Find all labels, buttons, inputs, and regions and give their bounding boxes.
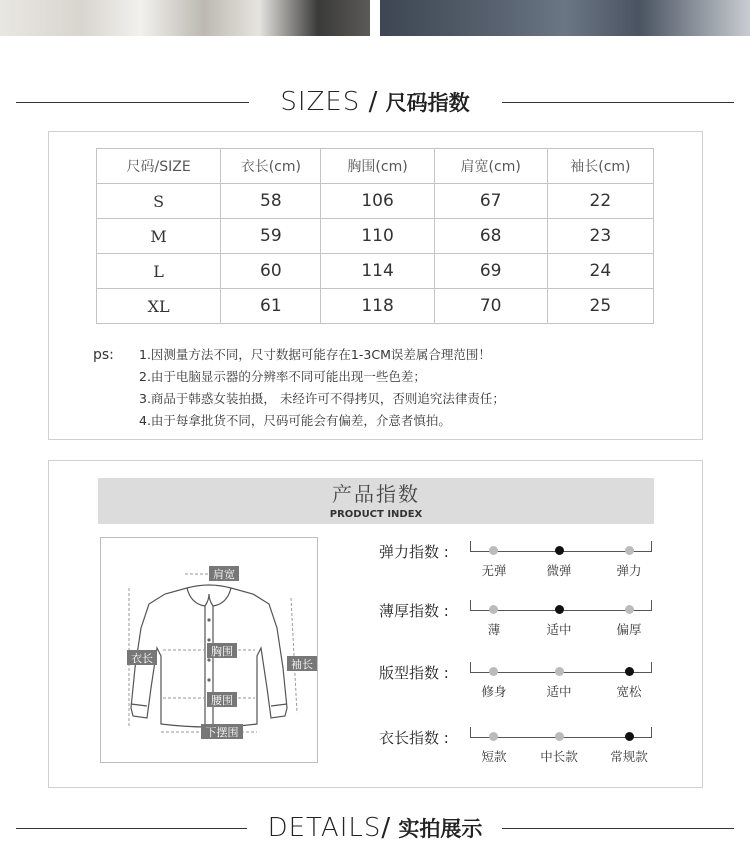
cell-chest: 106 bbox=[321, 184, 434, 219]
index-label: 弹力指数 : bbox=[379, 543, 449, 561]
index-dot bbox=[489, 732, 498, 741]
sizes-section-header bbox=[0, 82, 750, 122]
cell-sleeve: 23 bbox=[547, 219, 653, 254]
index-option: 适中 bbox=[546, 684, 572, 699]
diagram-label-chest: 胸围 bbox=[211, 645, 233, 658]
index-dot-selected bbox=[555, 605, 564, 614]
note-line: 3.商品于韩惑女装拍摄， 未经许可不得拷贝，否则追究法律责任； bbox=[139, 391, 505, 406]
cell-length: 60 bbox=[221, 254, 321, 289]
cell-sleeve: 25 bbox=[547, 289, 653, 324]
index-label: 衣长指数 : bbox=[379, 729, 449, 747]
product-index-title-zh: 产品指数 bbox=[332, 482, 420, 506]
index-dot bbox=[489, 667, 498, 676]
index-dot bbox=[625, 605, 634, 614]
index-dot bbox=[625, 546, 634, 555]
size-table bbox=[96, 148, 654, 324]
index-option: 常规款 bbox=[610, 749, 648, 764]
diagram-label-hem: 下摆围 bbox=[205, 726, 239, 739]
index-label: 薄厚指数 : bbox=[379, 602, 449, 620]
diagram-label-sleeve: 袖长 bbox=[291, 658, 313, 671]
track-cap-right bbox=[651, 541, 652, 552]
index-row-thickness bbox=[379, 604, 679, 644]
top-photo-strip bbox=[0, 0, 750, 36]
cell-shoulder: 67 bbox=[434, 184, 547, 219]
cell-size: S bbox=[97, 184, 221, 219]
note-line: 1.因测量方法不同，尺寸数据可能存在1-3CM误差属合理范围！ bbox=[139, 347, 491, 362]
index-dot-selected bbox=[625, 667, 634, 676]
index-option: 弹力 bbox=[616, 563, 642, 578]
index-option: 中长款 bbox=[540, 749, 578, 764]
cell-length: 61 bbox=[221, 289, 321, 324]
index-option: 微弹 bbox=[546, 563, 572, 578]
cell-size: M bbox=[97, 219, 221, 254]
index-option: 偏厚 bbox=[616, 622, 642, 637]
details-section-header bbox=[0, 808, 750, 848]
index-option: 薄 bbox=[487, 622, 501, 637]
header-sleeve: 袖长(cm) bbox=[547, 149, 653, 184]
notes-list bbox=[139, 344, 505, 432]
cell-size: XL bbox=[97, 289, 221, 324]
details-title-en: DETAILS bbox=[267, 813, 382, 843]
sizes-title-slash: / bbox=[360, 87, 386, 117]
header-length: 衣长(cm) bbox=[221, 149, 321, 184]
track-cap-left bbox=[470, 600, 471, 611]
cell-length: 58 bbox=[221, 184, 321, 219]
index-option: 无弹 bbox=[481, 563, 507, 578]
index-option: 短款 bbox=[481, 749, 507, 764]
product-index-box bbox=[48, 460, 703, 788]
product-index-title-en: PRODUCT INDEX bbox=[329, 509, 423, 520]
size-table-header-row bbox=[97, 149, 654, 184]
index-dot bbox=[555, 667, 564, 676]
index-label: 版型指数 : bbox=[379, 664, 449, 682]
track-cap-right bbox=[651, 727, 652, 738]
track-cap-left bbox=[470, 727, 471, 738]
diagram-label-length: 衣长 bbox=[131, 652, 153, 665]
details-title bbox=[0, 808, 750, 849]
index-option: 宽松 bbox=[616, 684, 642, 699]
index-dot-selected bbox=[555, 546, 564, 555]
details-title-zh: 实拍展示 bbox=[398, 817, 483, 841]
cell-chest: 118 bbox=[321, 289, 434, 324]
index-dot-selected bbox=[625, 732, 634, 741]
cell-sleeve: 22 bbox=[547, 184, 653, 219]
header-chest: 胸围(cm) bbox=[321, 149, 434, 184]
table-row bbox=[97, 184, 654, 219]
track-cap-right bbox=[651, 600, 652, 611]
table-row bbox=[97, 219, 654, 254]
diagram-label-shoulder: 肩宽 bbox=[213, 568, 235, 581]
index-dot bbox=[555, 732, 564, 741]
photo-right bbox=[380, 0, 750, 36]
table-row bbox=[97, 254, 654, 289]
cell-shoulder: 68 bbox=[434, 219, 547, 254]
cell-chest: 110 bbox=[321, 219, 434, 254]
photo-left bbox=[0, 0, 370, 36]
shirt-outline-illustration bbox=[101, 538, 317, 762]
details-title-slash: / bbox=[381, 813, 399, 843]
index-dot bbox=[489, 605, 498, 614]
index-row-elasticity bbox=[379, 545, 679, 585]
index-option: 修身 bbox=[481, 684, 507, 699]
table-row bbox=[97, 289, 654, 324]
note-line: 4.由于每拿批货不同，尺码可能会有偏差，介意者慎拍。 bbox=[139, 413, 451, 428]
track-cap-right bbox=[651, 662, 652, 673]
sizes-title bbox=[0, 82, 750, 123]
index-row-fit bbox=[379, 666, 679, 706]
note-line: 2.由于电脑显示器的分辨率不同可能出现一些色差； bbox=[139, 369, 426, 384]
sizes-title-en: SIZES bbox=[280, 87, 361, 117]
cell-shoulder: 70 bbox=[434, 289, 547, 324]
product-index-title-bar bbox=[98, 478, 654, 524]
cell-shoulder: 69 bbox=[434, 254, 547, 289]
sizes-title-zh: 尺码指数 bbox=[385, 91, 470, 115]
cell-length: 59 bbox=[221, 219, 321, 254]
cell-size: L bbox=[97, 254, 221, 289]
index-dot bbox=[489, 546, 498, 555]
track-cap-left bbox=[470, 662, 471, 673]
size-chart-box bbox=[48, 131, 703, 440]
index-option: 适中 bbox=[546, 622, 572, 637]
header-shoulder: 肩宽(cm) bbox=[434, 149, 547, 184]
notes-label: ps: bbox=[93, 347, 114, 363]
cell-chest: 114 bbox=[321, 254, 434, 289]
cell-sleeve: 24 bbox=[547, 254, 653, 289]
track-cap-left bbox=[470, 541, 471, 552]
index-row-length bbox=[379, 731, 679, 771]
diagram-label-waist: 腰围 bbox=[211, 694, 233, 707]
header-size: 尺码/SIZE bbox=[97, 149, 221, 184]
shirt-diagram bbox=[100, 537, 318, 763]
